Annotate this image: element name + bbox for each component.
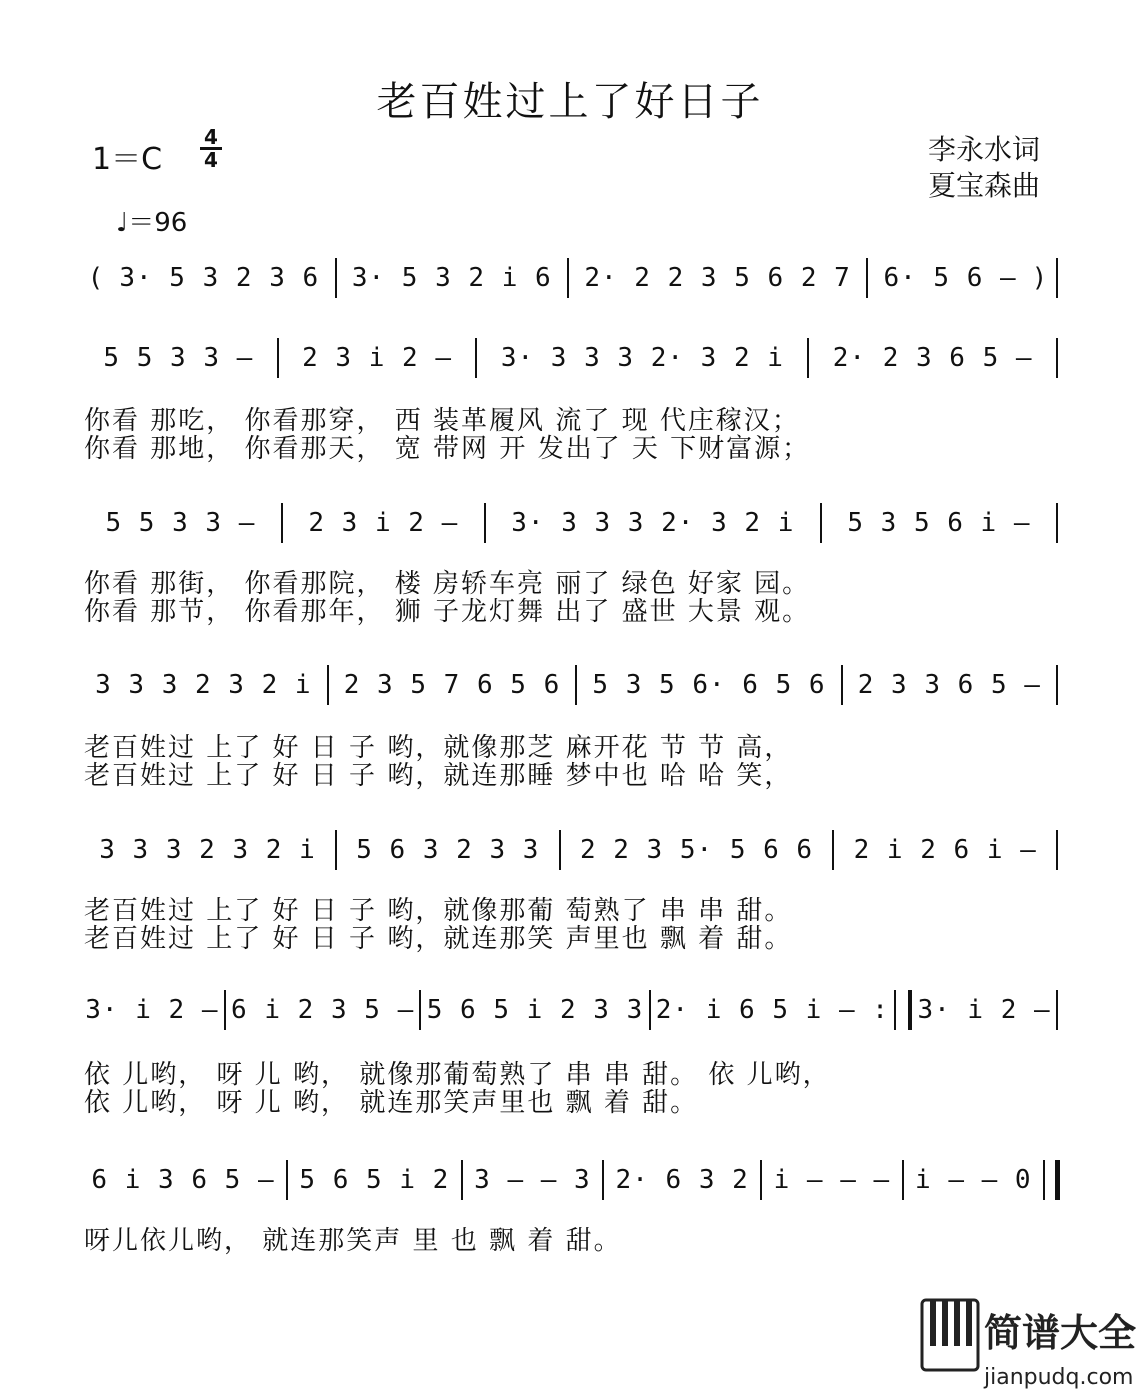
staff-row (84, 665, 1074, 705)
barline (1056, 338, 1060, 378)
measure: 3 3 3 2 3 2 i (95, 670, 312, 700)
measure: 5 3 5 6 i — (847, 508, 1031, 538)
measure: 2 3 i 2 — (302, 343, 452, 373)
measure: 2 2 3 5· 5 6 6 (579, 835, 814, 865)
staff-row (84, 503, 1074, 543)
tempo-marking: ♩＝96 (116, 208, 188, 238)
barline (277, 338, 279, 378)
notes-line (84, 665, 1064, 705)
barline (649, 990, 651, 1030)
measure: 2 i 2 6 i — (853, 835, 1037, 865)
measure: 3· i 2 — (917, 995, 1051, 1025)
lyrics-verse-2: 老百姓过 上了 好 日 子 哟，就连那笑 声里也 飘 着 甜。 (84, 924, 793, 954)
measure: 5 3 5 6· 6 5 6 (592, 670, 826, 700)
lyrics-verse-2: 你看 那节， 你看那年， 狮 子龙灯舞 出了 盛世 大景 观。 (84, 597, 811, 627)
lyrics-verse-1: 依 儿哟， 呀 儿 哟， 就像那葡萄熟了 串 串 甜。 依 儿哟， (84, 1060, 831, 1090)
close-bracket: ) (1031, 263, 1049, 293)
lyrics-verse-1: 你看 那街， 你看那院， 楼 房轿车亮 丽了 绿色 好家 园。 (84, 569, 811, 599)
measure: 6· 5 6 — (883, 263, 1017, 293)
barline (575, 665, 577, 705)
song-title: 老百姓过上了好日子 (376, 79, 764, 125)
staff-row (84, 990, 1074, 1030)
lyrics-verse-1: 呀儿依儿哟， 就连那笑声 里 也 飘 着 甜。 (84, 1226, 622, 1256)
measure: 6 i 2 3 5 — (231, 995, 415, 1025)
barline (281, 503, 283, 543)
brand-url: jianpudq.com (984, 1365, 1134, 1390)
measure: 2 3 i 2 — (308, 508, 459, 538)
barline (567, 258, 569, 298)
measure: 3· 3 3 3 2· 3 2 i (500, 343, 784, 373)
measure: i — — 0 (915, 1165, 1032, 1195)
lyrics-verse-1: 你看 那吃， 你看那穿， 西 装革履风 流了 现 代庄稼汉； (84, 406, 800, 436)
lyricist: 李永水词 (928, 133, 1041, 166)
barline (807, 338, 809, 378)
barline (602, 1160, 604, 1200)
lyrics-verse-1: 老百姓过 上了 好 日 子 哟，就像那芝 麻开花 节 节 高， (84, 733, 793, 763)
barline (841, 665, 843, 705)
barline (866, 258, 868, 298)
measure: 2 3 5 7 6 5 6 (343, 670, 561, 700)
piano-keys-logo-icon (922, 1300, 978, 1370)
measure: 2· 2 3 6 5 — (832, 343, 1033, 373)
barline (461, 1160, 463, 1200)
brand-name: 简谱大全 (984, 1311, 1137, 1355)
key-signature: 1＝C (92, 142, 163, 177)
measure: 3· i 2 — (85, 995, 219, 1025)
barline (760, 1160, 762, 1200)
notes-line (84, 1160, 1064, 1200)
notes-line (84, 338, 1064, 378)
measure: 2· i 6 5 i — : (655, 995, 889, 1025)
measure: 2 3 3 6 5 — (857, 670, 1041, 700)
staff-row (84, 1160, 1074, 1200)
measure: 5 6 5 i 2 (299, 1165, 450, 1195)
notes-line (84, 258, 1064, 298)
barline (286, 1160, 288, 1200)
barline (1056, 503, 1060, 543)
notes-line (84, 503, 1064, 543)
barline (902, 1160, 904, 1200)
notes-line (84, 830, 1064, 870)
barline (820, 503, 822, 543)
barline (832, 830, 834, 870)
composer: 夏宝森曲 (928, 169, 1041, 202)
barline (1056, 258, 1060, 298)
time-signature (200, 125, 222, 172)
open-bracket: ( (87, 263, 105, 293)
barline (335, 258, 337, 298)
credits (928, 132, 1040, 204)
measure: 3· 5 3 2 3 6 (119, 263, 320, 293)
barline (327, 665, 329, 705)
measure: 5 6 3 2 3 3 (356, 835, 540, 865)
measure: i — — — (773, 1165, 891, 1195)
time-signature-top: 4 (204, 125, 218, 149)
time-signature-bottom: 4 (204, 148, 218, 172)
lyrics-verse-2: 你看 那地， 你看那天， 宽 带网 开 发出了 天 下财富源； (84, 434, 811, 464)
measure: 2· 2 2 3 5 6 2 7 (584, 263, 851, 293)
barline (1056, 665, 1060, 705)
notes-line (84, 990, 1064, 1030)
measure: 3· 5 3 2 i 6 (351, 263, 552, 293)
brand-watermark (918, 1294, 1140, 1393)
repeat-barline (894, 990, 912, 1030)
measure: 2· 6 3 2 (615, 1165, 749, 1195)
barline (1056, 830, 1060, 870)
measure: 3 — — 3 (474, 1165, 591, 1195)
barline (419, 990, 421, 1030)
barline (475, 338, 477, 378)
measure: 5 6 5 i 2 3 3 (426, 995, 644, 1025)
measure: 3· 3 3 3 2· 3 2 i (511, 508, 795, 538)
lyrics-verse-2: 依 儿哟， 呀 儿 哟， 就连那笑声里也 飘 着 甜。 (84, 1088, 699, 1118)
barline (224, 990, 226, 1030)
barline (559, 830, 561, 870)
barline (335, 830, 337, 870)
final-barline (1043, 1160, 1060, 1200)
lyrics-verse-1: 老百姓过 上了 好 日 子 哟，就像那葡 萄熟了 串 串 甜。 (84, 896, 793, 926)
staff-row (84, 258, 1074, 298)
measure: 6 i 3 6 5 — (91, 1165, 275, 1195)
barline (484, 503, 486, 543)
lyrics-verse-2: 老百姓过 上了 好 日 子 哟，就连那睡 梦中也 哈 哈 笑， (84, 761, 793, 791)
measure: 5 5 3 3 — (105, 508, 256, 538)
measure: 3 3 3 2 3 2 i (99, 835, 316, 865)
staff-row (84, 830, 1074, 870)
measure: 5 5 3 3 — (103, 343, 254, 373)
staff-row (84, 338, 1074, 378)
barline (1056, 990, 1060, 1030)
